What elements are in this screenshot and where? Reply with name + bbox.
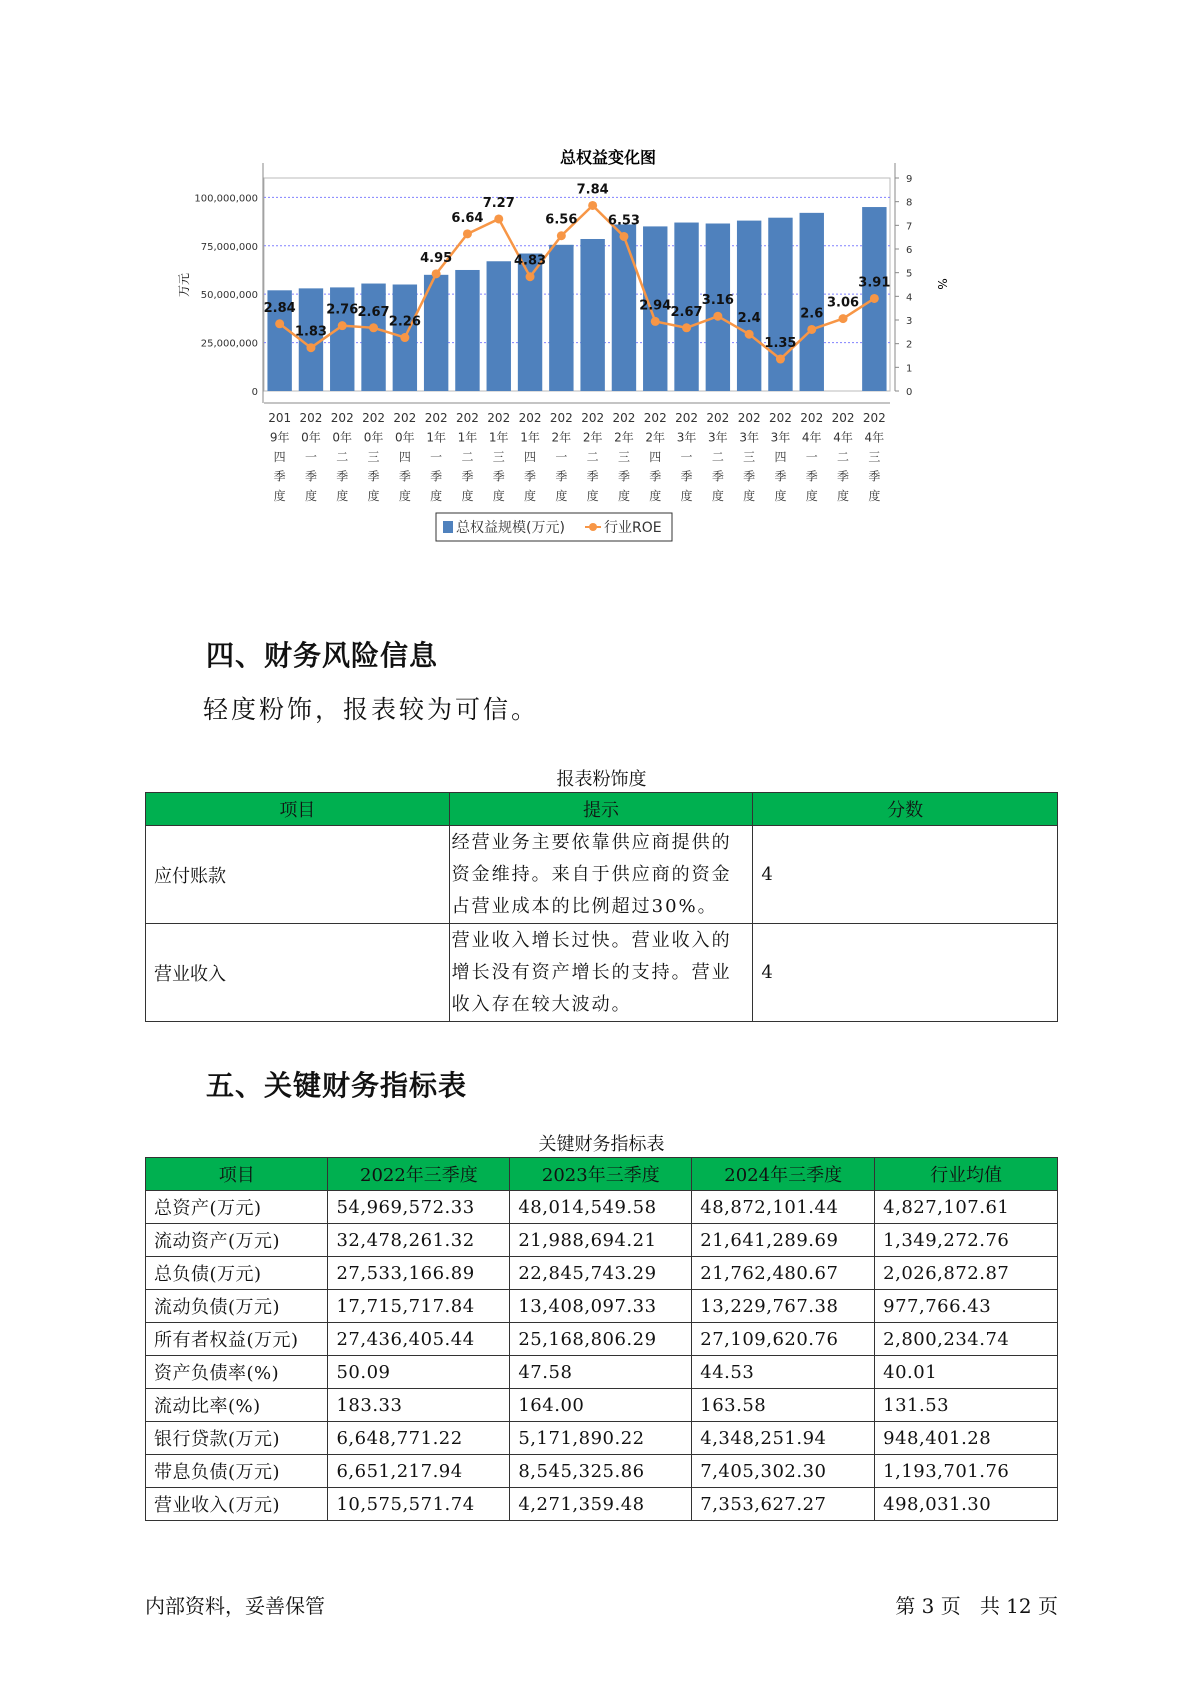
x-tick-label: 季 <box>649 469 662 484</box>
x-tick-label: 202 <box>800 411 824 425</box>
x-tick-label: 202 <box>831 411 855 425</box>
key-cell-industry-avg: 40.01 <box>875 1356 1058 1389</box>
equity-bar <box>737 221 761 391</box>
key-cell-2024q3: 4,348,251.94 <box>692 1422 875 1455</box>
x-tick-label: 三 <box>492 450 505 464</box>
key-cell-2023q3: 48,014,549.58 <box>510 1191 692 1224</box>
plot-area <box>264 178 890 391</box>
key-cell-industry-avg: 948,401.28 <box>875 1422 1058 1455</box>
roe-data-label: 6.53 <box>607 213 640 229</box>
x-tick-label: 202 <box>424 411 448 425</box>
y-left-axis-label: 万元 <box>177 272 191 298</box>
x-tick-label: 度 <box>743 489 756 503</box>
roe-data-label: 4.95 <box>420 250 453 266</box>
risk-table <box>145 792 1058 1022</box>
roe-data-label: 2.6 <box>800 306 824 322</box>
risk-header-hint: 提示 <box>449 793 753 826</box>
x-tick-label: 202 <box>330 411 354 425</box>
y-right-tick-label: 4 <box>906 292 913 304</box>
key-cell-2024q3: 44.53 <box>692 1356 875 1389</box>
key-cell-2023q3: 164.00 <box>510 1389 692 1422</box>
roe-point <box>432 269 441 278</box>
roe-point <box>807 325 816 334</box>
y-left-tick-label: 25,000,000 <box>200 338 258 350</box>
roe-data-label: 3.16 <box>701 293 734 309</box>
x-tick-label: 度 <box>586 489 599 503</box>
x-tick-label: 季 <box>304 469 317 484</box>
legend-bar-label: 总权益规模(万元) <box>456 520 565 536</box>
risk-conclusion: 轻度粉饰，报表较为可信。 <box>203 695 540 724</box>
key-cell-2022q3: 27,533,166.89 <box>328 1257 510 1290</box>
x-tick-label: 1年 <box>457 430 478 445</box>
key-cell-2024q3: 21,762,480.67 <box>692 1257 875 1290</box>
x-tick-label: 0年 <box>332 430 353 445</box>
key-table-header-row <box>146 1158 1058 1191</box>
key-cell-item: 流动资产(万元) <box>146 1224 328 1257</box>
roe-point <box>745 330 754 339</box>
x-tick-label: 二 <box>711 450 724 464</box>
key-cell-2023q3: 47.58 <box>510 1356 692 1389</box>
roe-data-label: 6.56 <box>545 212 578 228</box>
y-left-tick-label: 75,000,000 <box>200 241 258 253</box>
x-tick-label: 4年 <box>864 430 885 445</box>
roe-point <box>275 319 284 328</box>
key-table-row <box>146 1356 1058 1389</box>
key-cell-2024q3: 7,405,302.30 <box>692 1455 875 1488</box>
x-tick-label: 度 <box>617 489 630 503</box>
x-tick-label: 季 <box>336 469 349 484</box>
roe-data-label: 1.83 <box>294 324 327 340</box>
x-tick-label: 度 <box>524 489 537 503</box>
roe-point <box>557 231 566 240</box>
x-tick-label: 季 <box>617 469 630 484</box>
x-tick-label: 季 <box>805 469 818 484</box>
risk-hint: 营业收入增长过快。营业收入的增长没有资产增长的支持。营业收入存在较大波动。 <box>449 924 753 1022</box>
roe-point <box>713 312 722 321</box>
x-tick-label: 度 <box>774 489 787 503</box>
key-cell-2022q3: 17,715,717.84 <box>328 1290 510 1323</box>
x-tick-label: 度 <box>711 489 724 503</box>
key-cell-2024q3: 7,353,627.27 <box>692 1488 875 1521</box>
x-tick-label: 202 <box>768 411 792 425</box>
risk-row <box>146 826 1058 924</box>
x-tick-label: 一 <box>304 450 317 464</box>
roe-data-label: 2.84 <box>263 300 296 316</box>
x-tick-label: 季 <box>398 469 411 484</box>
chart-title: 总权益变化图 <box>559 148 657 167</box>
key-cell-2023q3: 8,545,325.86 <box>510 1455 692 1488</box>
x-tick-label: 202 <box>737 411 761 425</box>
key-cell-2022q3: 27,436,405.44 <box>328 1323 510 1356</box>
roe-data-label: 6.64 <box>451 210 484 226</box>
x-tick-label: 202 <box>643 411 667 425</box>
equity-chart <box>160 140 1060 600</box>
x-tick-label: 3年 <box>739 430 759 445</box>
key-table-row <box>146 1455 1058 1488</box>
key-cell-2022q3: 6,651,217.94 <box>328 1455 510 1488</box>
x-tick-label: 202 <box>675 411 699 425</box>
equity-bar <box>361 284 385 391</box>
key-cell-2023q3: 22,845,743.29 <box>510 1257 692 1290</box>
key-cell-2023q3: 4,271,359.48 <box>510 1488 692 1521</box>
x-tick-label: 3年 <box>676 430 697 445</box>
x-tick-label: 度 <box>868 489 881 503</box>
key-header-2024q3: 2024年三季度 <box>692 1158 875 1191</box>
key-cell-item: 所有者权益(万元) <box>146 1323 328 1356</box>
section-4-title: 四、财务风险信息 <box>206 639 439 672</box>
key-cell-2024q3: 163.58 <box>692 1389 875 1422</box>
x-tick-label: 202 <box>706 411 730 425</box>
key-table-row <box>146 1224 1058 1257</box>
roe-data-label: 7.27 <box>482 195 515 211</box>
x-tick-label: 度 <box>430 489 443 503</box>
x-tick-label: 季 <box>273 469 286 484</box>
risk-score: 4 <box>753 826 1058 924</box>
key-cell-2022q3: 50.09 <box>328 1356 510 1389</box>
x-tick-label: 2年 <box>551 430 572 445</box>
x-tick-label: 季 <box>524 469 537 484</box>
key-cell-2024q3: 48,872,101.44 <box>692 1191 875 1224</box>
key-cell-industry-avg: 977,766.43 <box>875 1290 1058 1323</box>
x-tick-label: 202 <box>862 411 886 425</box>
x-tick-label: 季 <box>586 469 599 484</box>
x-tick-label: 度 <box>837 489 850 503</box>
key-cell-2024q3: 21,641,289.69 <box>692 1224 875 1257</box>
x-tick-label: 季 <box>555 469 568 484</box>
roe-point <box>682 323 691 332</box>
x-tick-label: 0年 <box>301 430 321 445</box>
x-tick-label: 202 <box>362 411 386 425</box>
x-tick-label: 一 <box>555 450 568 464</box>
roe-point <box>526 272 535 281</box>
risk-hint: 经营业务主要依靠供应商提供的资金维持。来自于供应商的资金占营业成本的比例超过30%。 <box>449 826 753 924</box>
x-tick-label: 202 <box>549 411 573 425</box>
x-tick-label: 二 <box>586 450 599 464</box>
key-cell-2022q3: 54,969,572.33 <box>328 1191 510 1224</box>
roe-point <box>651 317 660 326</box>
y-right-tick-label: 8 <box>906 197 913 209</box>
x-tick-label: 4年 <box>833 430 853 445</box>
x-tick-label: 202 <box>455 411 479 425</box>
x-tick-label: 0年 <box>363 430 384 445</box>
x-tick-label: 0年 <box>395 430 415 445</box>
roe-data-label: 2.26 <box>388 314 421 330</box>
x-tick-label: 三 <box>743 450 756 464</box>
x-tick-label: 三 <box>367 450 380 464</box>
risk-row <box>146 924 1058 1022</box>
x-tick-label: 度 <box>273 489 286 503</box>
key-table-row <box>146 1422 1058 1455</box>
x-tick-label: 202 <box>487 411 511 425</box>
roe-data-label: 2.67 <box>670 304 703 320</box>
x-tick-label: 2年 <box>645 430 666 445</box>
key-cell-item: 总资产(万元) <box>146 1191 328 1224</box>
x-tick-label: 1年 <box>426 430 446 445</box>
y-right-axis-label: % <box>935 278 949 290</box>
key-cell-item: 资产负债率(%) <box>146 1356 328 1389</box>
y-right-tick-label: 2 <box>906 339 913 351</box>
x-tick-label: 季 <box>430 469 443 484</box>
x-tick-label: 一 <box>805 450 818 464</box>
x-tick-label: 二 <box>461 450 474 464</box>
key-header-2023q3: 2023年三季度 <box>510 1158 692 1191</box>
roe-point <box>369 323 378 332</box>
x-tick-label: 度 <box>680 489 693 503</box>
x-tick-label: 三 <box>617 450 630 464</box>
x-tick-label: 季 <box>868 469 881 484</box>
y-right-tick-label: 0 <box>906 387 913 398</box>
roe-point <box>463 229 472 238</box>
x-tick-label: 202 <box>581 411 605 425</box>
key-cell-item: 营业收入(万元) <box>146 1488 328 1521</box>
x-tick-label: 度 <box>398 489 411 503</box>
roe-point <box>588 201 597 210</box>
key-cell-industry-avg: 4,827,107.61 <box>875 1191 1058 1224</box>
y-right-tick-label: 1 <box>906 363 913 375</box>
x-tick-label: 二 <box>837 450 850 464</box>
key-table-caption: 关键财务指标表 <box>538 1134 665 1155</box>
roe-data-label: 2.4 <box>737 311 761 327</box>
key-table-row <box>146 1191 1058 1224</box>
key-cell-2024q3: 27,109,620.76 <box>692 1323 875 1356</box>
key-table-row <box>146 1389 1058 1422</box>
equity-bar <box>768 218 792 391</box>
risk-header-score: 分数 <box>753 793 1058 826</box>
footer-page-number: 第 3 页 共 12 页 <box>895 1594 1058 1618</box>
roe-data-label: 3.91 <box>858 275 891 291</box>
roe-point <box>776 355 785 364</box>
roe-data-label: 2.94 <box>639 298 672 314</box>
key-financial-table <box>145 1157 1058 1521</box>
equity-bar <box>455 270 479 391</box>
roe-point <box>870 294 879 303</box>
roe-point <box>338 321 347 330</box>
x-tick-label: 季 <box>367 469 380 484</box>
section-5-title: 五、关键财务指标表 <box>206 1069 468 1102</box>
key-cell-item: 流动比率(%) <box>146 1389 328 1422</box>
x-tick-label: 202 <box>518 411 542 425</box>
x-tick-label: 2年 <box>582 430 603 445</box>
key-cell-2023q3: 13,408,097.33 <box>510 1290 692 1323</box>
x-tick-label: 202 <box>299 411 323 425</box>
roe-point <box>839 314 848 323</box>
chart-legend <box>436 513 672 541</box>
footer-confidential: 内部资料，妥善保管 <box>145 1594 325 1618</box>
x-tick-label: 度 <box>492 489 505 503</box>
risk-table-header-row <box>146 793 1058 826</box>
x-tick-label: 三 <box>868 450 881 464</box>
key-table-row <box>146 1257 1058 1290</box>
x-tick-label: 202 <box>393 411 417 425</box>
x-tick-label: 2年 <box>614 430 634 445</box>
x-tick-label: 季 <box>774 469 787 484</box>
x-tick-label: 二 <box>336 450 349 464</box>
risk-item: 应付账款 <box>146 826 450 924</box>
roe-data-label: 7.84 <box>576 182 609 198</box>
x-tick-label: 四 <box>649 450 662 464</box>
legend-line-label: 行业ROE <box>604 520 662 536</box>
x-tick-label: 度 <box>805 489 818 503</box>
y-right-tick-label: 9 <box>906 174 913 185</box>
x-tick-label: 度 <box>555 489 568 503</box>
x-tick-label: 季 <box>492 469 505 484</box>
key-cell-industry-avg: 131.53 <box>875 1389 1058 1422</box>
x-tick-label: 1年 <box>488 430 509 445</box>
key-table-row <box>146 1488 1058 1521</box>
x-tick-label: 四 <box>273 450 286 464</box>
key-cell-2022q3: 32,478,261.32 <box>328 1224 510 1257</box>
risk-score: 4 <box>753 924 1058 1022</box>
key-cell-item: 总负债(万元) <box>146 1257 328 1290</box>
roe-data-label: 3.06 <box>827 295 860 311</box>
x-tick-label: 度 <box>336 489 349 503</box>
key-header-industry-avg: 行业均值 <box>875 1158 1058 1191</box>
x-tick-label: 度 <box>461 489 474 503</box>
x-tick-label: 一 <box>430 450 443 464</box>
roe-point <box>400 333 409 342</box>
roe-data-label: 2.76 <box>326 302 359 318</box>
key-cell-2023q3: 21,988,694.21 <box>510 1224 692 1257</box>
key-cell-item: 银行贷款(万元) <box>146 1422 328 1455</box>
x-tick-label: 四 <box>774 450 787 464</box>
key-cell-industry-avg: 2,800,234.74 <box>875 1323 1058 1356</box>
x-tick-label: 度 <box>367 489 380 503</box>
equity-bar <box>549 245 573 391</box>
key-cell-2023q3: 5,171,890.22 <box>510 1422 692 1455</box>
x-tick-label: 3年 <box>708 430 728 445</box>
equity-bar <box>800 213 824 391</box>
risk-item: 营业收入 <box>146 924 450 1022</box>
roe-data-label: 4.83 <box>514 253 547 269</box>
key-cell-item: 带息负债(万元) <box>146 1455 328 1488</box>
x-tick-label: 201 <box>268 411 292 425</box>
key-cell-2022q3: 183.33 <box>328 1389 510 1422</box>
key-cell-industry-avg: 1,193,701.76 <box>875 1455 1058 1488</box>
y-left-tick-label: 0 <box>251 387 258 398</box>
y-left-tick-label: 50,000,000 <box>200 290 258 302</box>
legend-bar-swatch <box>443 521 453 533</box>
key-table-row <box>146 1323 1058 1356</box>
y-right-tick-label: 5 <box>906 268 913 280</box>
roe-data-label: 2.67 <box>357 304 390 320</box>
y-right-tick-label: 7 <box>906 221 913 233</box>
x-tick-label: 一 <box>680 450 693 464</box>
roe-point <box>306 343 315 352</box>
x-tick-label: 1年 <box>520 430 540 445</box>
key-cell-2022q3: 6,648,771.22 <box>328 1422 510 1455</box>
key-cell-item: 流动负债(万元) <box>146 1290 328 1323</box>
risk-table-caption: 报表粉饰度 <box>556 769 647 790</box>
x-tick-label: 4年 <box>801 430 822 445</box>
key-header-item: 项目 <box>146 1158 328 1191</box>
x-tick-label: 四 <box>398 450 411 464</box>
x-tick-label: 季 <box>743 469 756 484</box>
x-tick-label: 季 <box>837 469 850 484</box>
x-tick-label: 9年 <box>269 430 290 445</box>
risk-header-item: 项目 <box>146 793 450 826</box>
key-cell-2023q3: 25,168,806.29 <box>510 1323 692 1356</box>
key-cell-2024q3: 13,229,767.38 <box>692 1290 875 1323</box>
y-left-tick-label: 100,000,000 <box>194 193 258 205</box>
y-right-tick-label: 6 <box>906 245 913 256</box>
roe-point <box>619 232 628 241</box>
roe-point <box>494 214 503 223</box>
key-cell-industry-avg: 1,349,272.76 <box>875 1224 1058 1257</box>
equity-bar <box>580 239 604 391</box>
equity-bar <box>487 261 511 391</box>
x-tick-label: 3年 <box>770 430 791 445</box>
x-tick-label: 季 <box>461 469 474 484</box>
x-tick-label: 度 <box>649 489 662 503</box>
y-right-tick-label: 3 <box>906 316 913 327</box>
roe-data-label: 1.35 <box>764 336 797 352</box>
x-tick-label: 度 <box>304 489 317 503</box>
x-tick-label: 季 <box>711 469 724 484</box>
key-cell-industry-avg: 498,031.30 <box>875 1488 1058 1521</box>
x-tick-label: 202 <box>612 411 636 425</box>
equity-bar <box>612 224 636 391</box>
x-tick-label: 季 <box>680 469 693 484</box>
key-table-row <box>146 1290 1058 1323</box>
key-cell-2022q3: 10,575,571.74 <box>328 1488 510 1521</box>
key-header-2022q3: 2022年三季度 <box>328 1158 510 1191</box>
legend-line-marker <box>589 523 597 531</box>
x-tick-label: 四 <box>524 450 537 464</box>
key-cell-industry-avg: 2,026,872.87 <box>875 1257 1058 1290</box>
